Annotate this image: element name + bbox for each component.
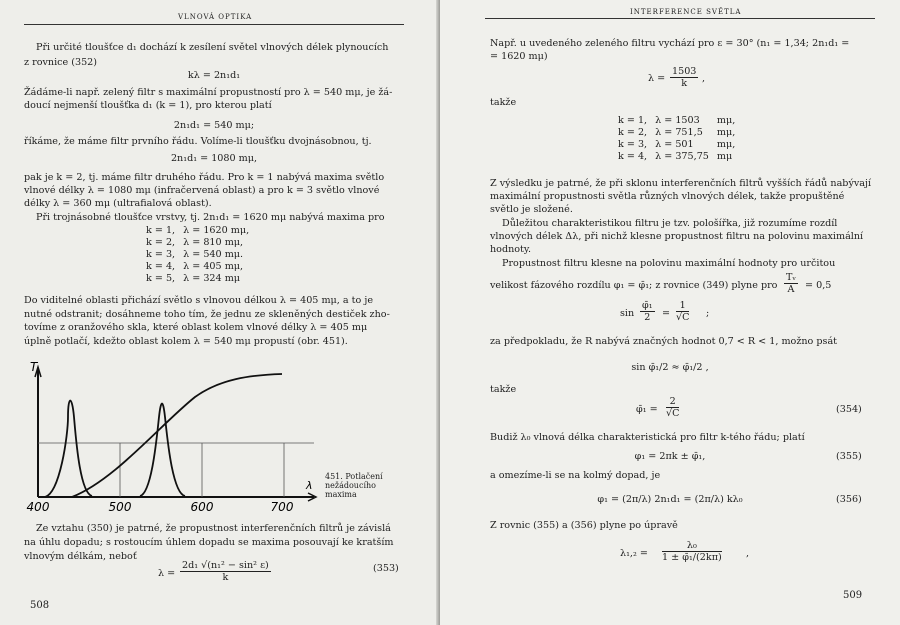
text-line: úplně potlačí, kdežto oblast kolem λ = 540 mμ propustí (obr. 451). xyxy=(24,336,348,347)
table-row xyxy=(614,115,739,127)
table-row xyxy=(614,151,739,163)
text-line: = 1620 mμ) xyxy=(490,51,548,62)
equation-approx: sin φ̄₁/2 ≈ φ̄₁/2 , xyxy=(631,362,709,373)
fraction-denominator: √C xyxy=(666,408,680,419)
y-axis-label: T xyxy=(30,360,38,374)
table-cell: k = 2, xyxy=(146,237,176,248)
fraction-numerator: 2 xyxy=(666,396,679,408)
text-line: takže xyxy=(490,97,517,108)
equation-sin-fraction xyxy=(640,300,655,323)
table-row xyxy=(142,237,253,249)
text-line: Např. u uvedeného zeleného filtru vychází pro ε = 30° (n₁ = 1,34; 2n₁d₁ = xyxy=(490,38,850,49)
x-tick-label: 500 xyxy=(108,500,132,514)
equation-equals: = xyxy=(662,308,671,319)
equation-353-fraction xyxy=(180,560,271,583)
equation-353-lhs: λ = xyxy=(158,568,176,579)
table-cell: k = 1, xyxy=(618,115,648,126)
table-cell: λ = 501 xyxy=(655,139,694,150)
text-line: Z rovnic (355) a (356) plyne po úpravě xyxy=(490,520,678,531)
fraction-numerator: φ̄₁ xyxy=(642,300,653,311)
figure-caption: 451. Potlačení xyxy=(325,472,383,481)
equation-tv-fraction xyxy=(784,272,798,295)
text-line: Při trojnásobné tloušťce vrstvy, tj. 2n₁d₁ = 1620 mμ nabývá maxima pro xyxy=(36,212,385,223)
text-line: a omezíme-li se na kolmý dopad, je xyxy=(490,470,661,481)
table-cell: k = 1, xyxy=(146,225,176,236)
fraction-denominator: 1 ± φ̄₁/(2kπ) xyxy=(662,552,722,563)
equation-lambda-lhs: λ = xyxy=(648,73,666,84)
equation-tv-value: = 0,5 xyxy=(805,280,832,291)
text-line: vlnové délky λ = 1080 mμ (infračervená oblast) a pro k = 3 světlo vlnové xyxy=(24,185,380,196)
table-cell: λ = 405 mμ, xyxy=(183,261,244,272)
fraction-denominator: k xyxy=(681,78,688,89)
equation-lambda-fraction xyxy=(670,66,698,89)
table-row xyxy=(142,273,253,285)
page-number: 508 xyxy=(30,600,50,611)
text-line: maximální propustnosti světla různých vlnových délek, takže propuštěné xyxy=(490,191,845,202)
fraction-numerator: 1 xyxy=(676,300,689,312)
peak-405-curve xyxy=(45,401,92,498)
text-line: hodnoty. xyxy=(490,244,532,255)
equation-sin-rhs-fraction xyxy=(676,300,689,323)
table-cell: k = 4, xyxy=(146,261,176,272)
figure-grid xyxy=(38,443,314,497)
header-rule xyxy=(24,24,404,25)
text-line: doucí nejmenší tloušťka d₁ (k = 1), pro kterou platí xyxy=(24,100,272,111)
text-line: světlo je složené. xyxy=(490,204,573,215)
text-line: vlnových délek Δλ, při nichž klesne propustnost filtru na polovinu maximální xyxy=(490,231,864,242)
text-line: Z výsledku je patrné, že při sklonu interferenčních filtrů vyšších řádů nabývají xyxy=(490,178,872,189)
equation-number: (356) xyxy=(836,494,862,505)
text-line: Propustnost filtru klesne na polovinu maximální hodnoty pro určitou xyxy=(502,258,836,269)
text-line: Ze vztahu (350) je patrné, že propustnost interferenčních filtrů je závislá xyxy=(36,523,391,534)
table-cell: λ = 540 mμ. xyxy=(183,249,244,260)
table-cell: λ = 324 mμ xyxy=(183,273,241,284)
equation-number: (353) xyxy=(373,563,399,574)
equation: 2n₁d₁ = 540 mμ; xyxy=(173,120,255,131)
table-row xyxy=(142,249,253,261)
equation-punctuation: , xyxy=(746,548,750,559)
equation-number: (354) xyxy=(836,404,862,415)
text-line: Při určité tloušťce d₁ dochází k zesílení světel vlnových délek plynoucích xyxy=(36,42,389,53)
equation-number: (355) xyxy=(836,451,862,462)
x-tick-label: 400 xyxy=(26,500,50,514)
order-table xyxy=(614,115,739,163)
table-cell: λ = 1620 mμ, xyxy=(183,225,250,236)
running-header: VLNOVÁ OPTIKA xyxy=(178,13,253,21)
table-cell: mμ, xyxy=(716,139,736,150)
fraction-denominator: 2 xyxy=(644,312,651,323)
text-line: tovíme z oranžového skla, které oblast kolem vlnové délky λ = 405 mμ xyxy=(24,322,368,333)
equation-354-lhs: φ̄₁ = xyxy=(636,404,658,415)
table-row xyxy=(614,139,739,151)
table-cell: mμ, xyxy=(716,127,736,138)
figure-axes xyxy=(38,369,314,497)
equation-354-fraction xyxy=(666,396,679,419)
fraction-numerator: λ₀ xyxy=(662,540,722,552)
text-line: nutné odstranit; dosáhneme toho tím, že jednu ze skleněných destiček zho- xyxy=(24,309,390,320)
figure-caption: nežádoucího xyxy=(325,481,376,490)
text-line: takže xyxy=(490,384,517,395)
peak-540-curve xyxy=(140,404,185,497)
left-page xyxy=(0,0,440,625)
fraction-numerator: 2d₁ √(n₁² − sin² ε) xyxy=(182,560,269,571)
x-axis-label: λ xyxy=(306,479,313,492)
table-cell: λ = 751,5 xyxy=(655,127,703,138)
table-row xyxy=(142,225,253,237)
text-line: vlnovým délkám, neboť xyxy=(24,551,137,562)
right-page xyxy=(440,0,900,625)
fraction-denominator: √C xyxy=(676,312,690,323)
table-cell: λ = 810 mμ, xyxy=(183,237,244,248)
equation-357-lhs: λ₁,₂ = xyxy=(620,548,648,559)
table-cell: mμ, xyxy=(716,115,736,126)
orange-glass-curve xyxy=(72,374,282,497)
fraction-denominator: k xyxy=(222,572,229,583)
text-line: délky λ = 360 mμ (ultrafialová oblast). xyxy=(24,198,212,209)
text-line: Důležitou charakteristikou filtru je tzv. pološířka, již rozumíme rozdíl xyxy=(502,218,838,229)
x-tick-label: 600 xyxy=(190,500,214,514)
fraction-numerator: 1503 xyxy=(672,66,697,77)
table-cell: k = 4, xyxy=(618,151,648,162)
text-line: Do viditelné oblasti přichází světlo s vlnovou délkou λ = 405 mμ, a to je xyxy=(24,295,373,306)
text-line: za předpokladu, že R nabývá značných hodnot 0,7 < R < 1, možno psát xyxy=(490,336,838,347)
text-line: Budiž λ₀ vlnová délka charakteristická pro filtr k-tého řádu; platí xyxy=(490,432,805,443)
equation-357-fraction xyxy=(662,540,722,563)
equation: 2n₁d₁ = 1080 mμ, xyxy=(170,153,258,164)
table-cell: k = 3, xyxy=(618,139,648,150)
table-cell: λ = 375,75 xyxy=(655,151,709,162)
table-row xyxy=(142,261,253,273)
header-rule xyxy=(485,18,875,19)
text-line: velikost fázového rozdílu φ₁ = φ̄₁; z rovnice (349) plyne pro xyxy=(490,280,778,291)
equation-356: φ₁ = (2π/λ) 2n₁d₁ = (2π/λ) kλ₀ xyxy=(597,494,743,505)
text-line: říkáme, že máme filtr prvního řádu. Volíme-li tloušťku dvojnásobnou, tj. xyxy=(24,136,372,147)
transmission-figure xyxy=(20,355,320,515)
running-header: INTERFERENCE SVĚTLA xyxy=(630,8,742,16)
text-line: z rovnice (352) xyxy=(24,57,98,68)
table-cell: k = 2, xyxy=(618,127,648,138)
fraction-numerator: Tᵥ xyxy=(786,272,796,283)
equation: kλ = 2n₁d₁ xyxy=(187,70,241,81)
table-cell: λ = 1503 xyxy=(655,115,700,126)
fraction-denominator: A xyxy=(787,284,795,295)
equation-sin-lhs: sin xyxy=(620,308,635,319)
table-cell: mμ xyxy=(716,151,733,162)
equation-punctuation: ; xyxy=(706,308,710,319)
page-number: 509 xyxy=(843,590,863,601)
equation-punctuation: , xyxy=(702,73,706,84)
figure-caption: maxima xyxy=(325,490,357,499)
text-line: na úhlu dopadu; s rostoucím úhlem dopadu se maxima posouvají ke kratším xyxy=(24,537,394,548)
order-table xyxy=(142,225,253,285)
text-line: Žádáme-li např. zelený filtr s maximální propustností pro λ = 540 mμ, je žá- xyxy=(24,87,393,98)
text-line: pak je k = 2, tj. máme filtr druhého řádu. Pro k = 1 nabývá maxima světlo xyxy=(24,172,385,183)
x-tick-label: 700 xyxy=(270,500,294,514)
table-cell: k = 3, xyxy=(146,249,176,260)
table-row xyxy=(614,127,739,139)
equation-355: φ₁ = 2πk ± φ̄₁, xyxy=(634,451,706,462)
table-cell: k = 5, xyxy=(146,273,176,284)
